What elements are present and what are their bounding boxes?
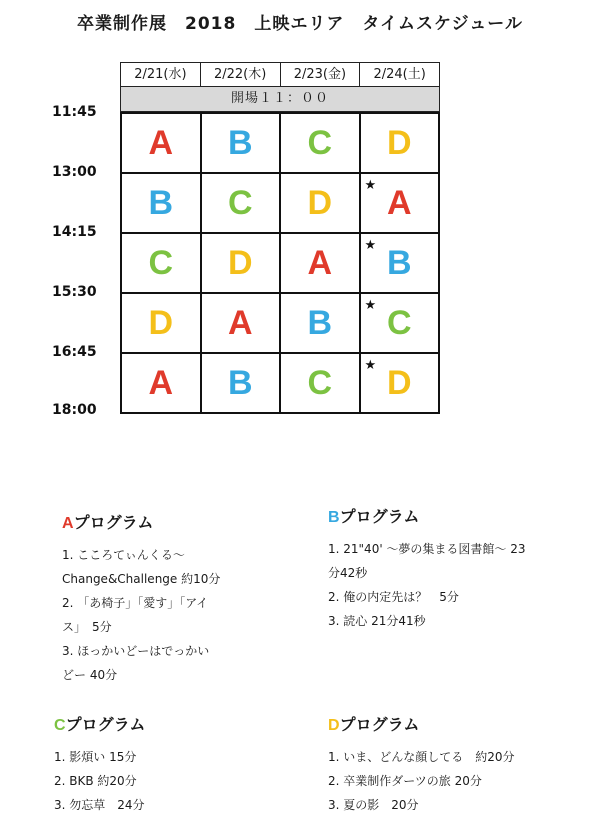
program-title <box>328 504 578 527</box>
schedule-body <box>120 112 440 414</box>
slot-cell <box>281 114 361 172</box>
slot-cell <box>122 114 202 172</box>
slot-row <box>122 294 438 354</box>
program-title <box>328 712 588 735</box>
program-item: 1. いま、どんな顔してる 約20分 <box>328 750 515 764</box>
program-letter: C <box>307 363 333 402</box>
program-item: 2. 卒業制作ダーツの旅 20分 <box>328 774 482 788</box>
program-letter: D <box>386 123 412 162</box>
day-header: 2/24(土) <box>359 62 440 87</box>
program-label: プログラム <box>65 715 146 734</box>
schedule-table <box>120 62 440 414</box>
program-a <box>62 510 312 687</box>
slot-cell <box>202 174 282 232</box>
time-label: 13:00 <box>52 164 97 180</box>
day-header: 2/21(水) <box>120 62 200 87</box>
opening-bar: 開場１１：００ <box>120 87 440 112</box>
slot-cell <box>122 174 202 232</box>
day-header: 2/23(金) <box>280 62 360 87</box>
program-item: 3. 読心 21分41秒 <box>328 614 426 628</box>
time-label: 15:30 <box>52 284 97 300</box>
program-item: どー 40分 <box>62 668 118 682</box>
program-label: プログラム <box>73 513 154 532</box>
program-letter: B <box>386 243 412 282</box>
star-icon: ★ <box>364 177 377 192</box>
time-label: 11:45 <box>52 104 97 120</box>
program-letter: C <box>307 123 333 162</box>
program-letter: A <box>148 123 174 162</box>
program-title <box>54 712 304 735</box>
program-item: 分42秒 <box>328 566 368 580</box>
program-letter: A <box>307 243 333 282</box>
program-item: 3. 夏の影 20分 <box>328 798 419 812</box>
program-letter: B <box>307 303 333 342</box>
slot-row <box>122 174 438 234</box>
star-icon: ★ <box>364 357 377 372</box>
slot-cell <box>361 234 439 292</box>
slot-cell <box>202 114 282 172</box>
star-icon: ★ <box>364 237 377 252</box>
slot-cell <box>281 354 361 412</box>
slot-row <box>122 234 438 294</box>
time-label: 16:45 <box>52 344 97 360</box>
page-title: 卒業制作展 2018 上映エリア タイムスケジュール <box>77 14 523 34</box>
slot-cell <box>202 234 282 292</box>
program-letter: D <box>386 363 412 402</box>
program-item: ス」 5分 <box>62 620 112 634</box>
program-item: 1. こころてぃんくる〜 <box>62 548 185 562</box>
program-letter: B <box>227 363 253 402</box>
program-item: 2. 俺の内定先は？ 5分 <box>328 590 459 604</box>
slot-cell <box>122 234 202 292</box>
program-label: プログラム <box>339 715 420 734</box>
program-title <box>62 510 312 533</box>
time-label: 14:15 <box>52 224 97 240</box>
program-letter: C <box>54 717 66 734</box>
program-letter: B <box>227 123 253 162</box>
program-b <box>328 504 578 633</box>
program-item: 1. 21"40' 〜夢の集まる図書館〜 23 <box>328 542 526 556</box>
slot-cell <box>281 234 361 292</box>
program-letter: D <box>148 303 174 342</box>
program-item: 1. 影煩い 15分 <box>54 750 137 764</box>
star-icon: ★ <box>364 297 377 312</box>
program-item: 2. BKB 約20分 <box>54 774 137 788</box>
program-c <box>54 712 304 817</box>
program-letter: C <box>148 243 174 282</box>
time-label: 18:00 <box>52 402 97 418</box>
slot-cell <box>361 174 439 232</box>
program-d <box>328 712 588 817</box>
program-letter: A <box>148 363 174 402</box>
program-item: 2. 「あ椅子」「愛す」「アイ <box>62 596 209 610</box>
slot-cell <box>122 354 202 412</box>
slot-cell <box>361 354 439 412</box>
slot-row <box>122 354 438 412</box>
program-letter: C <box>227 183 253 222</box>
program-item: 3. ほっかいどーはでっかい <box>62 644 210 658</box>
program-item: Change&Challenge 約10分 <box>62 572 221 586</box>
program-item: 3. 勿忘草 24分 <box>54 798 145 812</box>
slot-cell <box>361 114 439 172</box>
program-label: プログラム <box>339 507 420 526</box>
slot-cell <box>202 354 282 412</box>
program-letter: C <box>386 303 412 342</box>
program-letter: B <box>328 509 340 526</box>
program-letter: B <box>148 183 174 222</box>
day-header-row <box>120 62 440 87</box>
program-letter: D <box>328 717 340 734</box>
program-letter: D <box>227 243 253 282</box>
slot-cell <box>202 294 282 352</box>
day-header: 2/22(木) <box>200 62 280 87</box>
slot-cell <box>361 294 439 352</box>
program-letter: A <box>386 183 412 222</box>
program-letter: A <box>227 303 253 342</box>
slot-cell <box>281 294 361 352</box>
slot-cell <box>122 294 202 352</box>
program-letter: A <box>62 515 74 532</box>
slot-cell <box>281 174 361 232</box>
program-letter: D <box>307 183 333 222</box>
slot-row <box>122 114 438 174</box>
